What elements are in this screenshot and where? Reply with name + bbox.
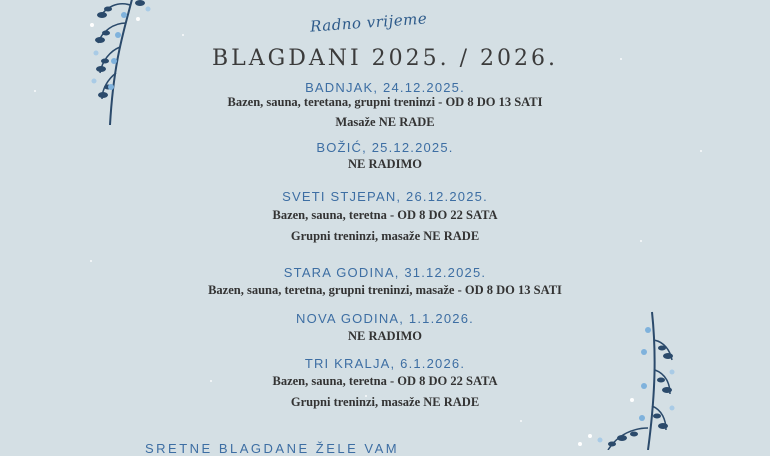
day-date: TRI KRALJA, 6.1.2026. [304, 356, 466, 371]
day-line: Grupni treninzi, masaže NE RADE [290, 395, 480, 409]
day-line: Bazen, sauna, teretana, grupni treninzi - OD 8 DO 13 SATI [227, 95, 543, 109]
script-heading: Radno vrijeme [309, 9, 428, 36]
day-line: Bazen, sauna, teretna, grupni treninzi, masaže - OD 8 DO 13 SATI [208, 283, 562, 297]
day-line: Grupni treninzi, masaže NE RADE [290, 229, 480, 243]
day-line: Bazen, sauna, teretna - OD 8 DO 22 SATA [272, 374, 498, 388]
day-line: Bazen, sauna, teretna - OD 8 DO 22 SATA [272, 208, 498, 222]
day-date: BOŽIĆ, 25.12.2025. [316, 140, 454, 155]
day-date: BADNJAK, 24.12.2025. [305, 80, 465, 95]
day-line: Masaže NE RADE [335, 115, 435, 129]
snow-dot [520, 420, 522, 422]
snow-dot [90, 260, 92, 262]
footer-greeting: SRETNE BLAGDANE ŽELE VAM [145, 441, 400, 456]
day-line: NE RADIMO [348, 329, 422, 343]
day-line: NE RADIMO [348, 157, 422, 171]
day-date: SVETI STJEPAN, 26.12.2025. [282, 189, 488, 204]
page-title: BLAGDANI 2025. / 2026. [211, 46, 559, 71]
day-date: STARA GODINA, 31.12.2025. [283, 265, 487, 280]
snow-dot [182, 34, 184, 36]
day-date: NOVA GODINA, 1.1.2026. [296, 311, 474, 326]
